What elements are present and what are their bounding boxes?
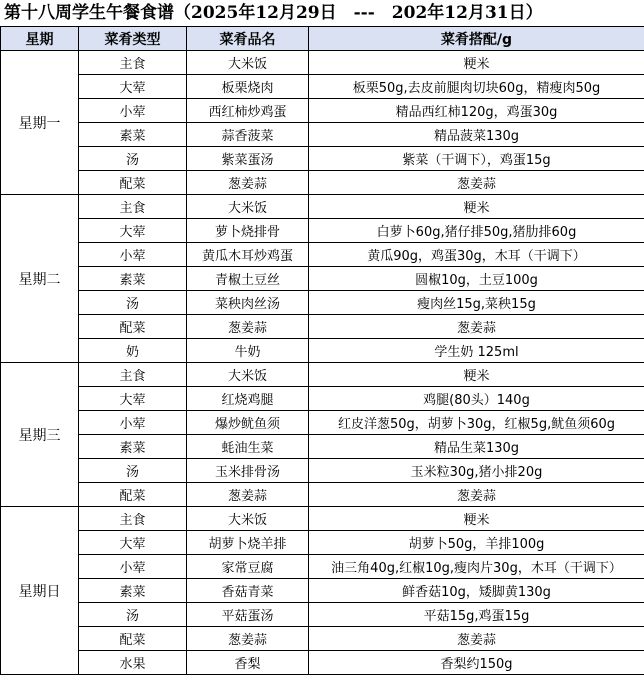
dish-type-cell: 大荤 <box>79 75 187 99</box>
dish-type-cell: 大荤 <box>79 387 187 411</box>
dish-detail-cell: 精品菠菜130g <box>309 123 644 147</box>
table-row <box>1 651 644 675</box>
dish-detail-cell: 圆椒10g，土豆100g <box>309 267 644 291</box>
dish-type-cell: 素菜 <box>79 435 187 459</box>
dish-name-cell: 大米饭 <box>187 507 309 531</box>
dish-detail-cell: 紫菜（干调下），鸡蛋15g <box>309 147 644 171</box>
dish-detail-cell: 香梨约150g <box>309 651 644 675</box>
dish-type-cell: 配菜 <box>79 627 187 651</box>
table-row <box>1 339 644 363</box>
dish-detail-cell: 油三角40g,红椒10g,瘦肉片30g，木耳（干调下） <box>309 555 644 579</box>
table-row <box>1 171 644 195</box>
dish-name-cell: 菜秧肉丝汤 <box>187 291 309 315</box>
dish-name-cell: 葱姜蒜 <box>187 171 309 195</box>
dish-detail-cell: 葱姜蒜 <box>309 171 644 195</box>
table-row <box>1 99 644 123</box>
dish-name-cell: 板栗烧肉 <box>187 75 309 99</box>
dish-type-cell: 素菜 <box>79 579 187 603</box>
dish-type-cell: 水果 <box>79 651 187 675</box>
table-row <box>1 147 644 171</box>
dish-detail-cell: 平菇15g,鸡蛋15g <box>309 603 644 627</box>
dish-name-cell: 红烧鸡腿 <box>187 387 309 411</box>
dish-name-cell: 大米饭 <box>187 363 309 387</box>
table-row <box>1 363 644 387</box>
dish-detail-cell: 学生奶 125ml <box>309 339 644 363</box>
dish-name-cell: 香梨 <box>187 651 309 675</box>
dish-type-cell: 汤 <box>79 603 187 627</box>
dish-type-cell: 素菜 <box>79 123 187 147</box>
dish-name-cell: 紫菜蛋汤 <box>187 147 309 171</box>
dish-name-cell: 葱姜蒜 <box>187 483 309 507</box>
dish-name-cell: 葱姜蒜 <box>187 315 309 339</box>
dish-detail-cell: 鸡腿(80头）140g <box>309 387 644 411</box>
header-row <box>1 27 644 51</box>
dish-detail-cell: 粳米 <box>309 195 644 219</box>
day-cell: 星期日 <box>1 507 79 675</box>
dish-type-cell: 汤 <box>79 459 187 483</box>
dish-type-cell: 配菜 <box>79 171 187 195</box>
dish-detail-cell: 精品西红柿120g，鸡蛋30g <box>309 99 644 123</box>
table-row <box>1 315 644 339</box>
table-row <box>1 123 644 147</box>
table-row <box>1 387 644 411</box>
dish-type-cell: 大荤 <box>79 531 187 555</box>
dish-type-cell: 配菜 <box>79 315 187 339</box>
dish-detail-cell: 粳米 <box>309 51 644 75</box>
dish-detail-cell: 黄瓜90g，鸡蛋30g，木耳（干调下） <box>309 243 644 267</box>
dish-name-cell: 葱姜蒜 <box>187 627 309 651</box>
dish-name-cell: 香菇青菜 <box>187 579 309 603</box>
table-row <box>1 555 644 579</box>
header-detail: 菜肴搭配/g <box>309 27 644 51</box>
dish-detail-cell: 红皮洋葱50g，胡萝卜30g，红椒5g,鱿鱼须60g <box>309 411 644 435</box>
dish-name-cell: 黄瓜木耳炒鸡蛋 <box>187 243 309 267</box>
table-row <box>1 195 644 219</box>
dish-type-cell: 大荤 <box>79 219 187 243</box>
table-row <box>1 507 644 531</box>
dish-detail-cell: 瘦肉丝15g,菜秧15g <box>309 291 644 315</box>
day-cell: 星期三 <box>1 363 79 507</box>
dish-name-cell: 蚝油生菜 <box>187 435 309 459</box>
dish-name-cell: 牛奶 <box>187 339 309 363</box>
dish-detail-cell: 玉米粒30g,猪小排20g <box>309 459 644 483</box>
page-title: 第十八周学生午餐食谱（2025年12月29日 --- 202年12月31日） <box>0 0 644 26</box>
dish-detail-cell: 板栗50g,去皮前腿肉切块60g，精瘦肉50g <box>309 75 644 99</box>
dish-name-cell: 爆炒鱿鱼须 <box>187 411 309 435</box>
dish-type-cell: 小荤 <box>79 99 187 123</box>
dish-name-cell: 萝卜烧排骨 <box>187 219 309 243</box>
dish-type-cell: 主食 <box>79 507 187 531</box>
table-row <box>1 531 644 555</box>
dish-detail-cell: 葱姜蒜 <box>309 483 644 507</box>
dish-type-cell: 主食 <box>79 195 187 219</box>
dish-type-cell: 主食 <box>79 51 187 75</box>
dish-name-cell: 大米饭 <box>187 195 309 219</box>
table-row <box>1 291 644 315</box>
dish-detail-cell: 白萝卜60g,猪仔排50g,猪肋排60g <box>309 219 644 243</box>
dish-detail-cell: 胡萝卜50g，羊排100g <box>309 531 644 555</box>
dish-name-cell: 胡萝卜烧羊排 <box>187 531 309 555</box>
table-row <box>1 243 644 267</box>
table-row <box>1 411 644 435</box>
table-row <box>1 579 644 603</box>
table-row <box>1 267 644 291</box>
day-cell: 星期一 <box>1 51 79 195</box>
dish-detail-cell: 葱姜蒜 <box>309 315 644 339</box>
dish-name-cell: 青椒土豆丝 <box>187 267 309 291</box>
dish-type-cell: 汤 <box>79 147 187 171</box>
dish-name-cell: 西红柿炒鸡蛋 <box>187 99 309 123</box>
dish-name-cell: 家常豆腐 <box>187 555 309 579</box>
table-row <box>1 603 644 627</box>
dish-type-cell: 素菜 <box>79 267 187 291</box>
table-row <box>1 627 644 651</box>
header-name: 菜肴品名 <box>187 27 309 51</box>
table-row <box>1 75 644 99</box>
header-day: 星期 <box>1 27 79 51</box>
table-row <box>1 435 644 459</box>
header-type: 菜肴类型 <box>79 27 187 51</box>
dish-type-cell: 奶 <box>79 339 187 363</box>
dish-type-cell: 汤 <box>79 291 187 315</box>
dish-type-cell: 配菜 <box>79 483 187 507</box>
menu-table <box>0 26 644 675</box>
dish-detail-cell: 粳米 <box>309 363 644 387</box>
dish-detail-cell: 粳米 <box>309 507 644 531</box>
dish-type-cell: 主食 <box>79 363 187 387</box>
dish-name-cell: 大米饭 <box>187 51 309 75</box>
dish-detail-cell: 精品生菜130g <box>309 435 644 459</box>
dish-type-cell: 小荤 <box>79 411 187 435</box>
table-row <box>1 51 644 75</box>
dish-detail-cell: 鲜香菇10g，矮脚黄130g <box>309 579 644 603</box>
dish-name-cell: 玉米排骨汤 <box>187 459 309 483</box>
dish-type-cell: 小荤 <box>79 555 187 579</box>
dish-name-cell: 平菇蛋汤 <box>187 603 309 627</box>
table-row <box>1 459 644 483</box>
dish-detail-cell: 葱姜蒜 <box>309 627 644 651</box>
table-row <box>1 483 644 507</box>
dish-name-cell: 蒜香菠菜 <box>187 123 309 147</box>
table-row <box>1 219 644 243</box>
dish-type-cell: 小荤 <box>79 243 187 267</box>
day-cell: 星期二 <box>1 195 79 363</box>
menu-body <box>1 51 644 675</box>
